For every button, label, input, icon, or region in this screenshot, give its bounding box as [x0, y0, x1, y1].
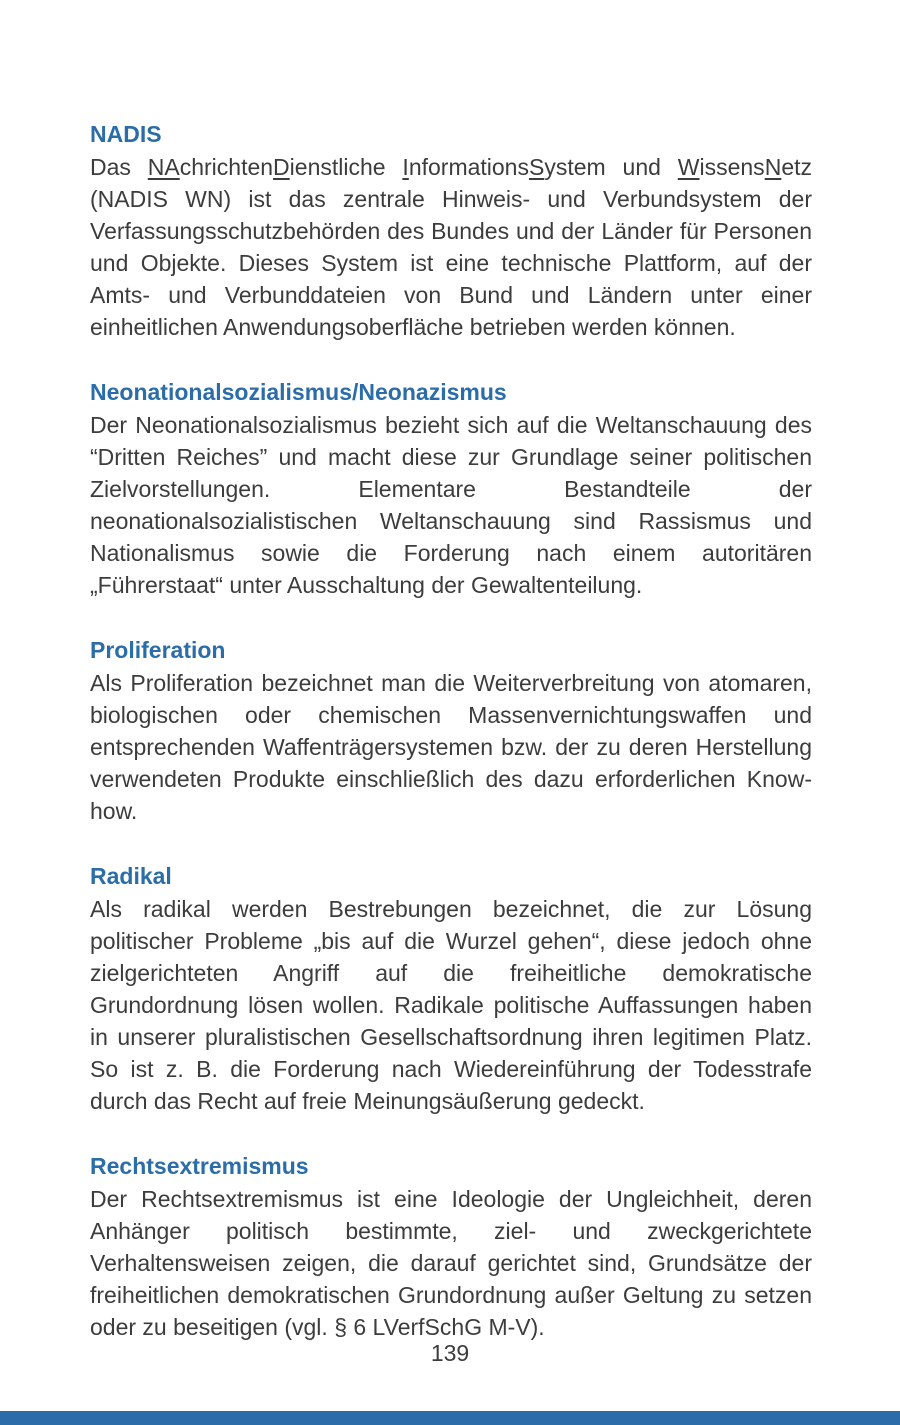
section-heading: Neonationalsozialismus/Neonazismus: [90, 379, 507, 405]
section-heading: Radikal: [90, 863, 172, 889]
text-segment-underlined: D: [273, 154, 290, 180]
text-segment-underlined: I: [402, 154, 409, 180]
section-proliferation: [90, 634, 812, 827]
text-segment-underlined: NA: [147, 154, 180, 180]
text-segment: chrichten: [179, 154, 274, 180]
text-segment: ienstliche: [289, 154, 403, 180]
section-heading: Proliferation: [90, 637, 226, 663]
text-segment-underlined: S: [528, 154, 545, 180]
section-radikal: [90, 860, 812, 1117]
text-segment-underlined: N: [764, 154, 782, 180]
section-rechtsextremismus: [90, 1150, 812, 1343]
section-body: Der Neonationalsozialismus bezieht sich auf die Weltanschauung des “Dritten Reiches” und macht diese zur Grundlage seiner politischen Zielvorstellungen. Elementare Bestandteile der neonationalsozialistischen Weltanschauung sind Rassismus und Nationalismus sowie die Forderung nach einem autoritären „Führerstaat“ unter Ausschaltung der Gewaltenteilung.: [90, 412, 812, 598]
section-body: [90, 151, 812, 343]
section-body: Als Proliferation bezeichnet man die Weiterverbreitung von atomaren, biologischen oder chemischen Massenvernichtungswaffen und entsprechenden Waffenträgersystemen bzw. der zu deren Herstellung verwendeten Produkte einschließlich des dazu erforderlichen Know-how.: [90, 670, 812, 824]
footer-accent-bar: [0, 1411, 900, 1425]
text-segment: etz (NADIS WN) ist das zentrale Hinweis- und Verbundsystem der Verfassungsschutzbehörden des Bundes und der Länder für Personen und Objekte. Dieses System ist eine technische Plattform, auf der Amts- und Verbunddateien von Bund und Ländern unter einer einheitlichen Anwendungsoberfläche betrieben werden können.: [90, 154, 812, 340]
text-segment-underlined: W: [677, 154, 700, 180]
section-heading: NADIS: [90, 121, 162, 147]
text-segment: issens: [699, 154, 765, 180]
text-segment: ystem und: [544, 154, 678, 180]
section-neonationalsozialismus: [90, 376, 812, 601]
section-heading: Rechtsextremismus: [90, 1153, 309, 1179]
text-segment: Das: [90, 154, 148, 180]
page-number: 139: [430, 1340, 470, 1366]
page-content: [90, 118, 812, 1376]
section-body: Der Rechtsextremismus ist eine Ideologie der Ungleichheit, deren Anhänger politisch bestimmte, ziel- und zweckgerichtete Verhaltensweisen zeigen, die darauf gerichtet sind, Grundsätze der freiheitlichen demokratischen Grundordnung außer Geltung zu setzen oder zu beseitigen (vgl. § 6 LVerfSchG M-V).: [90, 1186, 812, 1340]
section-body: Als radikal werden Bestrebungen bezeichnet, die zur Lösung politischer Probleme „bis auf die Wurzel gehen“, diese jedoch ohne zielgerichteten Angriff auf die freiheitliche demokratische Grundordnung lösen wollen. Radikale politische Auffassungen haben in unserer pluralistischen Gesellschaftsordnung ihren legitimen Platz. So ist z. B. die Forderung nach Wiedereinführung der Todesstrafe durch das Recht auf freie Meinungsäußerung gedeckt.: [90, 896, 812, 1114]
section-nadis: [90, 118, 812, 343]
text-segment: nformations: [408, 154, 529, 180]
